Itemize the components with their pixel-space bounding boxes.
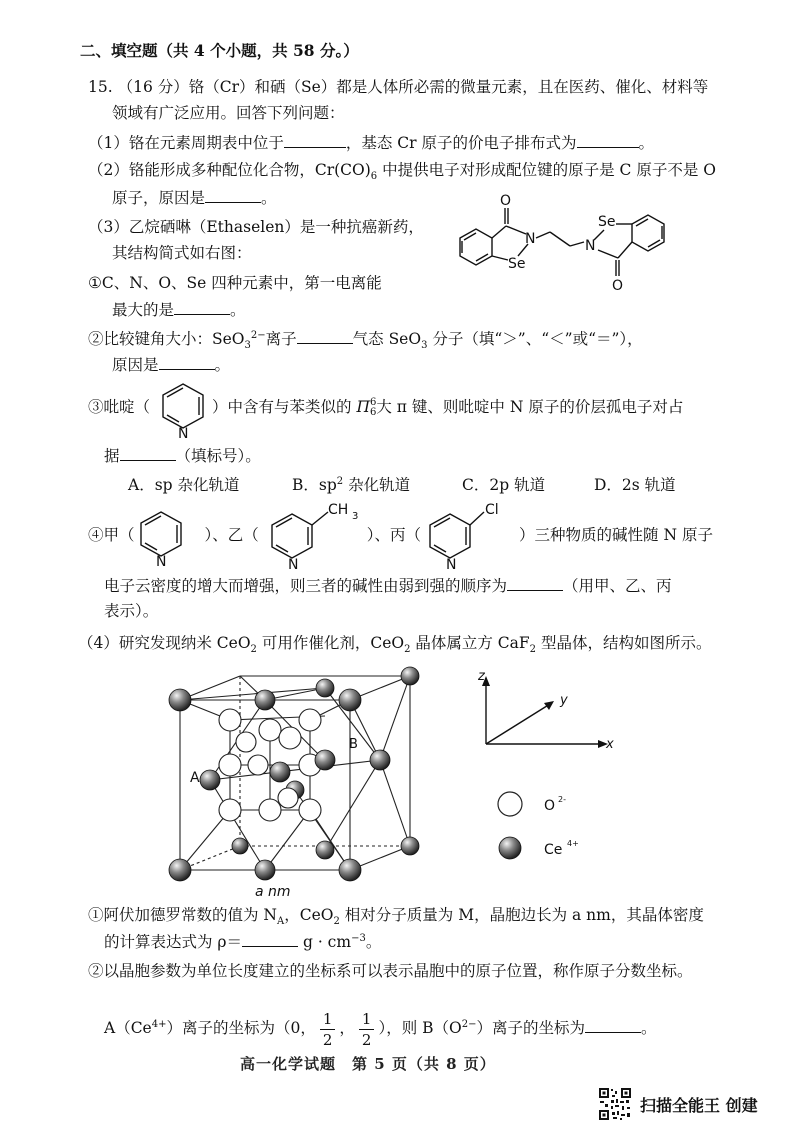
watermark-text: 扫描全能王 创建 — [640, 1095, 758, 1115]
qr-code-icon — [598, 1087, 632, 1121]
q15-part1: （1）铬在元素周期表中位于 ，基态 Cr 原子的价电子排布式为 。 — [88, 131, 654, 154]
q15-part4: （4）研究发现纳米 CeO$_2$ 可用作催化剂，CeO$_2$ 晶体属立方 CaF$_2$ 型晶体，结构如图所示。 — [78, 634, 712, 656]
answer-blank[interactable] — [205, 186, 261, 203]
fraction-half-1: $\frac{1}{2}$ — [320, 1009, 336, 1050]
answer-blank[interactable] — [585, 1016, 641, 1033]
legend-ce-sup: 4+ — [567, 839, 579, 848]
atom-n-right: N — [585, 238, 596, 254]
page-footer: 高一化学试题 第 5 页（共 8 页） — [240, 1055, 496, 1073]
q15-part3-3-line2: 据 （填标号）。 — [104, 444, 261, 467]
crystal-edge-label: a nm — [255, 884, 291, 900]
answer-blank[interactable] — [159, 353, 215, 370]
q15-part3-4-line2: 电子云密度的增大而增强，则三者的碱性由弱到强的顺序为 （用甲、乙、丙 — [104, 574, 672, 597]
q15-part3-line1: （3）乙烷硒啉（Ethaselen）是一种抗癌新药， — [88, 218, 424, 236]
legend-o-sup: 2- — [558, 795, 566, 804]
crystal-label-b: B — [349, 737, 358, 752]
q15-part3-1-line2: 最大的是 。 — [112, 298, 246, 321]
answer-blank[interactable] — [577, 131, 639, 148]
ethaselen-structure — [448, 190, 680, 302]
atom-o-bottom: O — [612, 278, 624, 294]
q15-part4-2-line2: $A(Ce^{4+})$离子的坐标为（0， $\frac{1}{2}$ ， $\frac{1}{2}$ ），则 $B(O^{2-})$离子的坐标为 。 — [104, 1009, 657, 1049]
answer-blank[interactable] — [297, 327, 353, 344]
pyridine-structure — [152, 378, 214, 440]
methyl-label: CH — [328, 502, 349, 518]
axis-y-label: y — [560, 693, 568, 708]
section-title: 二、填空题（共 4 个小题，共 58 分。） — [80, 41, 359, 60]
fraction-half-2: $\frac{1}{2}$ — [359, 1009, 375, 1050]
axis-z-label: z — [478, 669, 485, 684]
option-a[interactable]: A．sp 杂化轨道 — [128, 476, 240, 494]
crystal-legend — [494, 786, 604, 866]
yi-n-label: N — [288, 557, 299, 570]
option-d[interactable]: D．2s 轨道 — [594, 476, 676, 494]
q15-part3-1-line1: ①C、N、O、Se 四种元素中，第一电离能 — [88, 274, 382, 292]
legend-o-marker — [498, 792, 522, 816]
q15-part3-line2: 其结构简式如右图： — [112, 244, 252, 262]
legend-o-label: O — [544, 798, 556, 814]
q15-part4-1-line2: 的计算表达式为 $\rho= g \cdot cm^{-3}$。 — [104, 930, 381, 953]
q15-intro-line1: 15. （16 分）铬（Cr）和硒（Se）都是人体所必需的微量元素，且在医药、催化、材料等 — [88, 78, 709, 96]
chloro-label: Cl — [485, 502, 499, 518]
atom-se-right: Se — [598, 214, 616, 230]
answer-blank[interactable] — [120, 444, 176, 461]
atom-o-top: O — [500, 193, 512, 209]
scanner-watermark — [598, 1086, 758, 1122]
methyl-subscript: 3 — [352, 511, 359, 522]
q15-intro-line2: 领域有广泛应用。回答下列问题： — [112, 104, 345, 122]
q15-part3-4-line3: 表示）。 — [104, 602, 159, 620]
atom-n-left: N — [525, 231, 536, 247]
q15-part4-1: ①阿伏加德罗常数的值为 $N_A$，CeO$_2$ 相对分子质量为 M，晶胞边长为 a nm，其晶体密度 — [88, 906, 704, 928]
q15-part3-2: ②比较键角大小：SeO$_3^{2-}$离子 气态 SeO$_3$ 分子（填“＞”、“＜”或“＝”）， — [88, 327, 643, 350]
answer-blank[interactable] — [284, 131, 346, 148]
option-b[interactable]: B．$sp^2$ 杂化轨道 — [292, 475, 411, 494]
jia-n-label: N — [156, 554, 167, 568]
atom-se-left: Se — [508, 256, 526, 272]
chloropyridine-bing — [420, 498, 516, 570]
bing-n-label: N — [446, 557, 457, 570]
answer-blank[interactable] — [242, 930, 298, 947]
methylpyridine-yi — [262, 498, 372, 570]
crystal-label-a: A — [190, 770, 200, 786]
pyridine-n-label: N — [178, 426, 189, 440]
q15-part2: （2）铬能形成多种配位化合物，$Cr(CO)_6$ 中提供电子对形成配位键的原子是 C 原子不是 O — [88, 161, 716, 183]
q15-part2-line2: 原子，原因是 。 — [112, 186, 277, 209]
q15-part3-2-line2: 原因是 。 — [112, 353, 230, 376]
q15-part3-4: ④甲（ ）、乙（ ）、丙（ ）三种物质的碱性随 N 原子 — [88, 526, 713, 544]
option-c[interactable]: C．2p 轨道 — [462, 476, 546, 494]
coordinate-axes — [472, 668, 622, 758]
legend-ce-marker — [499, 837, 521, 859]
pyridine-jia — [130, 506, 192, 568]
axis-x-label: x — [606, 737, 614, 752]
answer-blank[interactable] — [507, 574, 563, 591]
legend-ce-label: Ce — [544, 842, 563, 858]
q15-part3-3: ③吡啶（ ）中含有与苯类似的 Π 6 6 大 π 键、则吡啶中 N 原子的价层孤电子对占 — [88, 397, 684, 418]
q15-part4-2-line1: ②以晶胞参数为单位长度建立的坐标系可以表示晶胞中的原子位置，称作原子分数坐标。 — [88, 962, 693, 980]
ceo2-unit-cell — [160, 660, 460, 900]
answer-blank[interactable] — [174, 298, 230, 315]
